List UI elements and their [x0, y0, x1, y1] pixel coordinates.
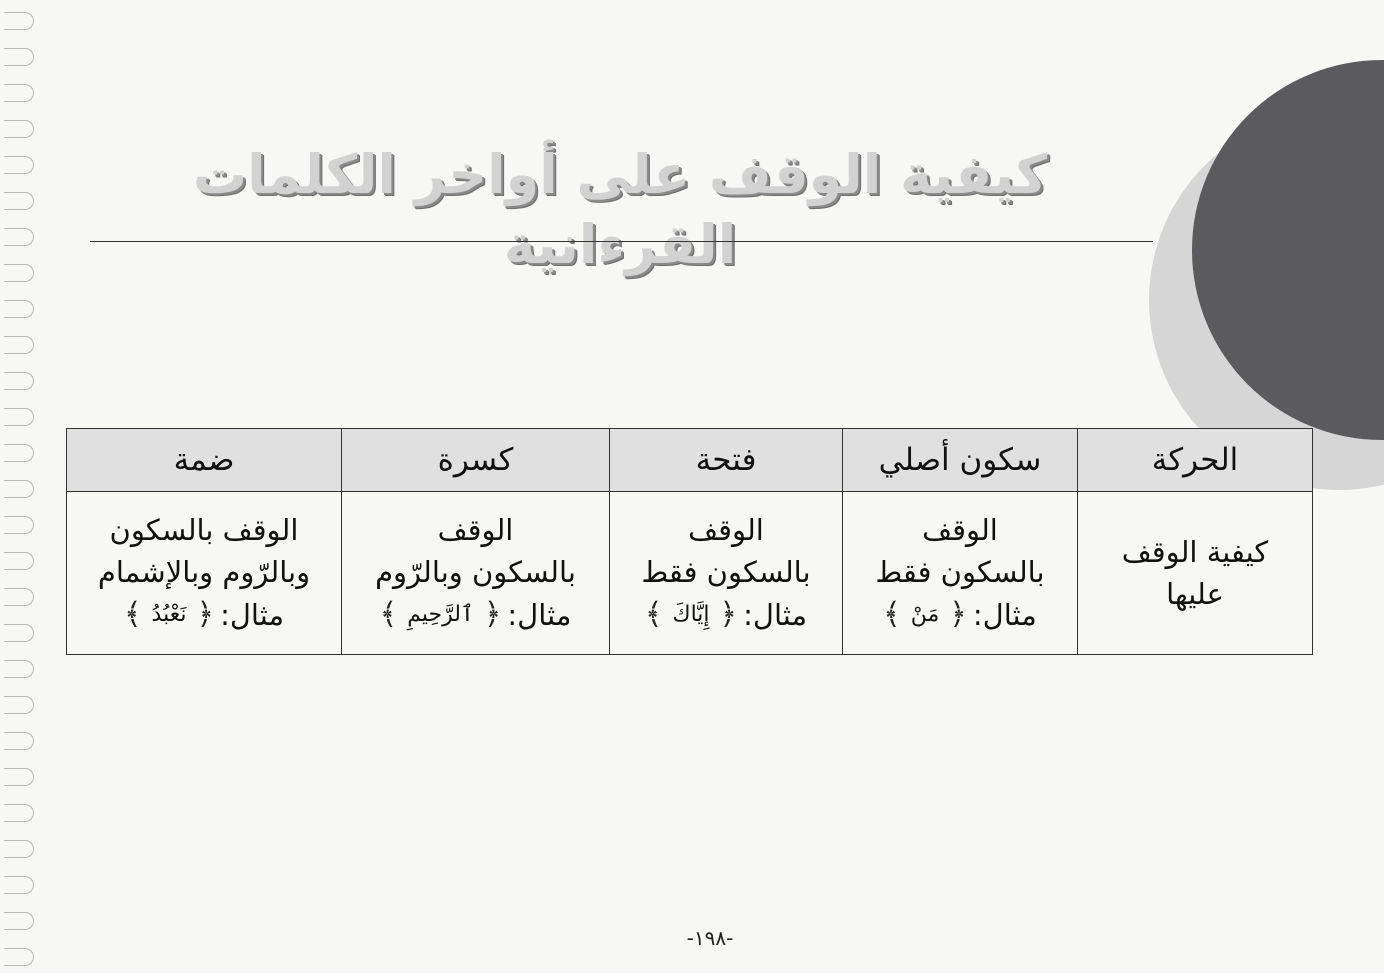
table-row	[67, 492, 1313, 655]
rule-line: الوقف	[922, 513, 998, 548]
example-label: مثال:	[220, 598, 285, 633]
example-label: مثال:	[972, 598, 1037, 633]
example-word: مَنْ	[910, 602, 940, 628]
example-label: مثال:	[507, 598, 572, 633]
rule-line: الوقف بالسكون	[109, 513, 299, 548]
example-word: إِيَّاكَ	[672, 602, 710, 628]
rule-line: بالسكون فقط	[875, 555, 1045, 590]
ornate-bracket-close-icon: ﴾	[123, 597, 142, 633]
rule-line: بالسكون فقط	[641, 555, 811, 590]
example	[645, 593, 807, 637]
header-cell-haraka: الحركة	[1078, 429, 1313, 492]
row-label-line: كيفية الوقف	[1121, 534, 1269, 569]
row-label-line: عليها	[1166, 577, 1224, 611]
row-label-cell	[1078, 492, 1313, 655]
sukun-rule-cell	[843, 492, 1078, 655]
damma-rule-cell	[67, 492, 342, 655]
example	[380, 593, 572, 637]
header-cell-kasra: كسرة	[342, 429, 610, 492]
ornate-bracket-open-icon: ﴿	[719, 597, 738, 633]
example	[124, 593, 284, 637]
table-header-row	[67, 429, 1313, 492]
page-number: -١٩٨-	[686, 926, 734, 950]
page-title: كيفية الوقف على أواخر الكلمات القرءانية	[192, 143, 1048, 277]
ornate-bracket-close-icon: ﴾	[883, 597, 901, 633]
rule-line: بالسكون وبالرّوم	[375, 555, 576, 590]
ornate-bracket-open-icon: ﴿	[483, 597, 502, 633]
kasra-rule-cell	[342, 492, 610, 655]
ornate-bracket-open-icon: ﴿	[196, 597, 215, 633]
rule-line: الوقف	[437, 513, 514, 548]
header-cell-fatha: فتحة	[610, 429, 843, 492]
ornate-bracket-open-icon: ﴿	[949, 597, 967, 633]
fatha-rule-cell	[610, 492, 843, 655]
example-label: مثال:	[743, 598, 808, 633]
title-underline	[90, 241, 1153, 242]
rule-line: وبالرّوم وبالإشمام	[97, 555, 311, 590]
ornate-bracket-close-icon: ﴾	[379, 597, 398, 633]
example-word: ٱلرَّحِيمِ	[407, 602, 474, 628]
example	[883, 593, 1037, 637]
rule-line: الوقف	[688, 513, 764, 548]
ornate-bracket-close-icon: ﴾	[644, 597, 663, 633]
header-cell-sukun: سكون أصلي	[843, 429, 1078, 492]
stopping-rules-table	[66, 428, 1313, 655]
header-cell-damma: ضمة	[67, 429, 342, 492]
example-word: نَعْبُدُ	[151, 602, 187, 628]
spiral-binding	[0, 0, 48, 973]
